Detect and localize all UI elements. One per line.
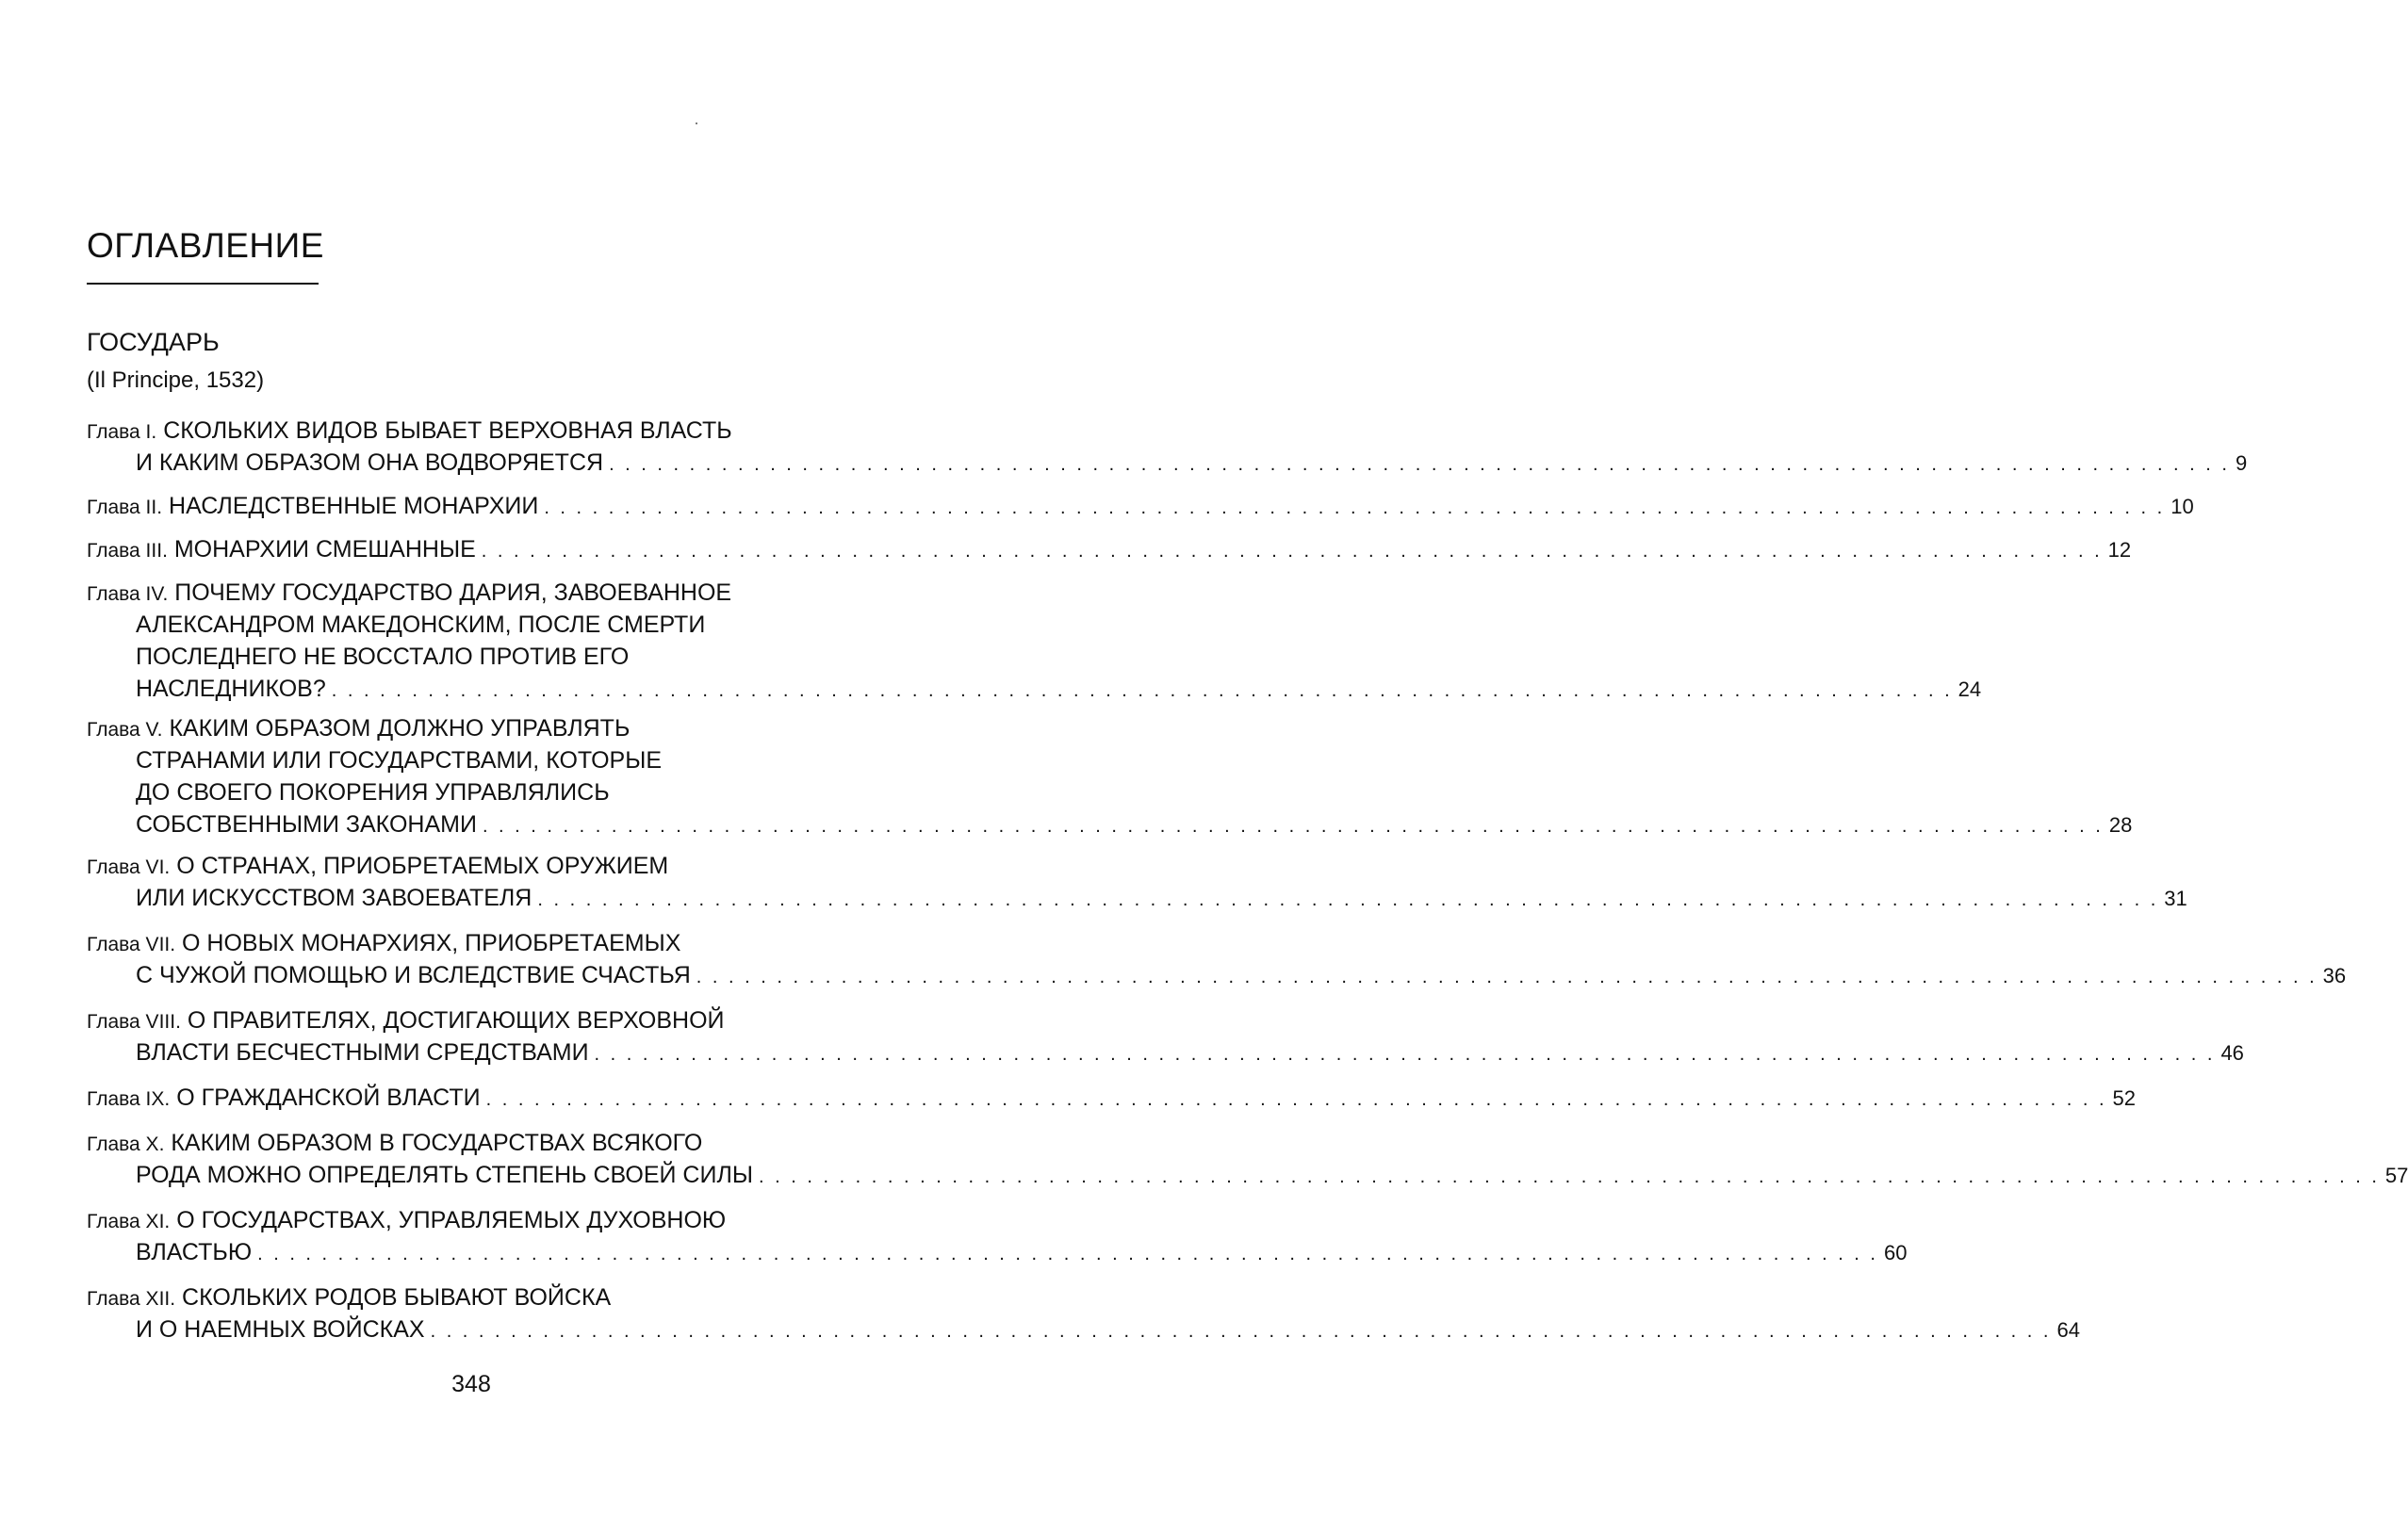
toc-entry-text [136,1313,425,1346]
toc-entry-line [87,1082,2137,1114]
toc-page-number: 12 [2107,538,2132,562]
chapter-title-line: И КАКИМ ОБРАЗОМ ОНА ВОДВОРЯЕТСЯ [136,449,604,476]
toc-entry-line [87,641,852,673]
page-number: 348 [451,1371,491,1397]
toc-entry-text [136,447,603,479]
toc-page-number: 24 [1958,677,1982,701]
chapter-title-line: ВЛАСТИ БЕСЧЕСТНЫМИ СРЕДСТВАМИ [136,1039,589,1066]
chapter-title-line: СТРАНАМИ ИЛИ ГОСУДАРСТВАМИ, КОТОРЫЕ [136,747,662,774]
chapter-title-line: И О НАЕМНЫХ ВОЙСКАХ [136,1316,425,1343]
chapter-title-line: С ЧУЖОЙ ПОМОЩЬЮ И ВСЛЕДСТВИЕ СЧАСТЬЯ [136,962,691,988]
chapter-number: Глава X. [87,1134,165,1155]
leader-dots: . . . . . . . . . . . . . . . . . . . . . . . . . . . . . . . . . . . . . . . . . . . . . . . . . . . . . . . . . . . . . . . . . . . . . . . . . . . . . . . . . . . . . . . . . . . . . . . . . . . . . [481,541,2103,562]
toc-entry[interactable] [87,577,1982,705]
chapter-title-line: КАКИМ ОБРАЗОМ В ГОСУДАРСТВАХ ВСЯКОГО [171,1130,703,1156]
toc-entry-line [87,927,852,959]
chapter-number: Глава XI. [87,1211,171,1232]
toc-entry-line [87,673,1982,705]
toc-entry-line [87,577,852,609]
toc-page-number: 57 [2384,1164,2408,1187]
toc-entry-text [87,930,680,956]
leader-dots: . . . . . . . . . . . . . . . . . . . . . . . . . . . . . . . . . . . . . . . . . . . . . . . . . . . . . . . . . . . . . . . . . . . . . . . . . . . . . . . . . . . . . . . . . . . . . . . . . . . . . [537,889,2159,910]
chapter-number: Глава VII. [87,934,176,955]
chapter-title-line: СКОЛЬКИХ РОДОВ БЫВАЮТ ВОЙСКА [182,1284,612,1311]
toc-entry-text [87,1007,725,1034]
toc-page-number: 60 [1883,1241,1908,1264]
toc-entry-line [87,1236,1908,1268]
chapter-title-line: РОДА МОЖНО ОПРЕДЕЛЯТЬ СТЕПЕНЬ СВОЕЙ СИЛЫ [136,1162,753,1188]
toc-entry-text [87,579,731,606]
title-underline [87,283,319,285]
chapter-title-line: ИЛИ ИСКУССТВОМ ЗАВОЕВАТЕЛЯ [136,885,532,911]
toc-entry-text [136,612,705,638]
toc-entry-text [87,1284,611,1311]
toc-entry-text [87,1207,726,1233]
toc-entry-text [87,417,732,444]
chapter-number: Глава VI. [87,856,171,878]
toc-entry-line [87,1281,852,1313]
toc-entry-text [87,533,476,567]
toc-entry-line [87,882,2187,914]
chapter-title-line: О ГРАЖДАНСКОЙ ВЛАСТИ [176,1085,481,1111]
chapter-number: Глава III. [87,540,168,562]
toc-entry[interactable] [87,850,2187,914]
leader-dots: . . . . . . . . . . . . . . . . . . . . . . . . . . . . . . . . . . . . . . . . . . . . . . . . . . . . . . . . . . . . . . . . . . . . . . . . . . . . . . . . . . . . . . . . . . . . . . . . . . . . . [759,1166,2380,1187]
chapter-title-line: ПОЧЕМУ ГОСУДАРСТВО ДАРИЯ, ЗАВОЕВАННОЕ [174,579,732,606]
toc-entry-text [136,644,629,670]
toc-entry[interactable] [87,1281,2080,1346]
chapter-title-line: О НОВЫХ МОНАРХИЯХ, ПРИОБРЕТАЕМЫХ [182,930,681,956]
leader-dots: . . . . . . . . . . . . . . . . . . . . . . . . . . . . . . . . . . . . . . . . . . . . . . . . . . . . . . . . . . . . . . . . . . . . . . . . . . . . . . . . . . . . . . . . . . . . . . . . . . . . . [485,1089,2107,1110]
toc-entry-text [87,1130,702,1156]
toc-entry-line [87,533,2132,565]
chapter-number: Глава XII. [87,1288,176,1310]
chapter-number: Глава IV. [87,583,169,605]
toc-entry[interactable] [87,533,2132,565]
toc-entry-text [136,747,662,774]
toc-page-number: 52 [2112,1086,2137,1110]
toc-entry[interactable] [87,927,2347,991]
toc-entry-text [87,490,538,524]
toc-entry-line [87,1004,852,1036]
chapter-title-line: МОНАРХИИ СМЕШАННЫЕ [173,536,476,563]
chapter-number: Глава VIII. [87,1011,181,1033]
toc-entry-text [136,673,326,705]
chapter-number: Глава II. [87,497,163,518]
chapter-title-line: О ПРАВИТЕЛЯХ, ДОСТИГАЮЩИХ ВЕРХОВНОЙ [187,1007,725,1034]
section-title: ГОСУДАРЬ [87,328,220,356]
toc-entry-line [87,609,852,641]
toc-entry-text [136,882,532,914]
print-speck [696,122,697,124]
chapter-title-line: О ГОСУДАРСТВАХ, УПРАВЛЯЕМЫХ ДУХОВНОЮ [176,1207,727,1233]
toc-entry-text [87,853,668,879]
toc-entry-line [87,712,852,744]
section-subtitle: (Il Principe, 1532) [87,367,265,393]
toc-entry-line [87,776,852,808]
toc-entry-text [136,1159,753,1191]
toc-page-number: 28 [2108,813,2133,837]
toc-entry-text [136,1036,589,1068]
toc-page-number: 36 [2322,964,2347,987]
toc-entry-text [87,1082,481,1116]
chapter-title-line: СОБСТВЕННЫМИ ЗАКОНАМИ [136,811,477,838]
leader-dots: . . . . . . . . . . . . . . . . . . . . . . . . . . . . . . . . . . . . . . . . . . . . . . . . . . . . . . . . . . . . . . . . . . . . . . . . . . . . . . . . . . . . . . . . . . . . . . . . . . . . . [544,498,2166,518]
toc-entry-line [87,447,2248,479]
chapter-title-line: АЛЕКСАНДРОМ МАКЕДОНСКИМ, ПОСЛЕ СМЕРТИ [136,612,706,638]
toc-entry[interactable] [87,712,2133,840]
toc-page-number: 10 [2170,495,2194,518]
toc-entry[interactable] [87,490,2194,522]
toc-page-number: 64 [2056,1318,2080,1342]
toc-page-number: 31 [2164,887,2187,910]
toc-entry-line [87,850,852,882]
chapter-number: Глава V. [87,719,163,741]
chapter-title-line: ВЛАСТЬЮ [136,1239,253,1265]
chapter-title-line: О СТРАНАХ, ПРИОБРЕТАЕМЫХ ОРУЖИЕМ [176,853,669,879]
toc-entry-text [87,715,630,742]
toc-entry-line [87,1159,2408,1191]
leader-dots: . . . . . . . . . . . . . . . . . . . . . . . . . . . . . . . . . . . . . . . . . . . . . . . . . . . . . . . . . . . . . . . . . . . . . . . . . . . . . . . . . . . . . . . . . . . . . . . . . . . . . [257,1244,1878,1264]
toc-entry-text [136,779,610,806]
toc-entry-line [87,1204,852,1236]
toc-entry-line [87,808,2133,840]
chapter-number: Глава IX. [87,1088,171,1110]
chapter-title-line: ПОСЛЕДНЕГО НЕ ВОССТАЛО ПРОТИВ ЕГО [136,644,630,670]
toc-entry-line [87,959,2347,991]
toc-entry-text [136,1236,252,1268]
toc-entry[interactable] [87,1004,2244,1068]
chapter-title-line: ДО СВОЕГО ПОКОРЕНИЯ УПРАВЛЯЛИСЬ [136,779,610,806]
leader-dots: . . . . . . . . . . . . . . . . . . . . . . . . . . . . . . . . . . . . . . . . . . . . . . . . . . . . . . . . . . . . . . . . . . . . . . . . . . . . . . . . . . . . . . . . . . . . . . . . . . . . . [594,1044,2216,1065]
toc-entry-line [87,1127,852,1159]
page-title: ОГЛАВЛЕНИЕ [87,226,324,265]
leader-dots: . . . . . . . . . . . . . . . . . . . . . . . . . . . . . . . . . . . . . . . . . . . . . . . . . . . . . . . . . . . . . . . . . . . . . . . . . . . . . . . . . . . . . . . . . . . . . . . . . . . . . [331,680,1953,701]
toc-entry-line [87,744,852,776]
toc-entry[interactable] [87,1204,1908,1268]
toc-entry-text [136,808,477,840]
chapter-title-line: СКОЛЬКИХ ВИДОВ БЫВАЕТ ВЕРХОВНАЯ ВЛАСТЬ [163,417,732,444]
leader-dots: . . . . . . . . . . . . . . . . . . . . . . . . . . . . . . . . . . . . . . . . . . . . . . . . . . . . . . . . . . . . . . . . . . . . . . . . . . . . . . . . . . . . . . . . . . . . . . . . . . . . . [430,1321,2052,1342]
toc-entry-text [136,959,691,991]
chapter-title-line: КАКИМ ОБРАЗОМ ДОЛЖНО УПРАВЛЯТЬ [169,715,631,742]
chapter-number: Глава I. [87,421,157,443]
leader-dots: . . . . . . . . . . . . . . . . . . . . . . . . . . . . . . . . . . . . . . . . . . . . . . . . . . . . . . . . . . . . . . . . . . . . . . . . . . . . . . . . . . . . . . . . . . . . . . . . . . . . . [696,967,2318,987]
toc-entry[interactable] [87,1082,2137,1114]
toc-entry-line [87,490,2194,522]
chapter-title-line: НАСЛЕДСТВЕННЫЕ МОНАРХИИ [169,493,539,519]
toc-entry[interactable] [87,415,2248,479]
leader-dots: . . . . . . . . . . . . . . . . . . . . . . . . . . . . . . . . . . . . . . . . . . . . . . . . . . . . . . . . . . . . . . . . . . . . . . . . . . . . . . . . . . . . . . . . . . . . . . . . . . . . . [609,454,2230,475]
toc-entry-line [87,1313,2080,1346]
leader-dots: . . . . . . . . . . . . . . . . . . . . . . . . . . . . . . . . . . . . . . . . . . . . . . . . . . . . . . . . . . . . . . . . . . . . . . . . . . . . . . . . . . . . . . . . . . . . . . . . . . . . . [482,816,2104,837]
toc-page-number: 9 [2235,451,2248,475]
toc-entry[interactable] [87,1127,2408,1191]
toc-entry-line [87,1036,2244,1068]
toc-entry-line [87,415,852,447]
chapter-title-line: НАСЛЕДНИКОВ? [136,676,326,702]
toc-page-number: 46 [2220,1041,2244,1065]
